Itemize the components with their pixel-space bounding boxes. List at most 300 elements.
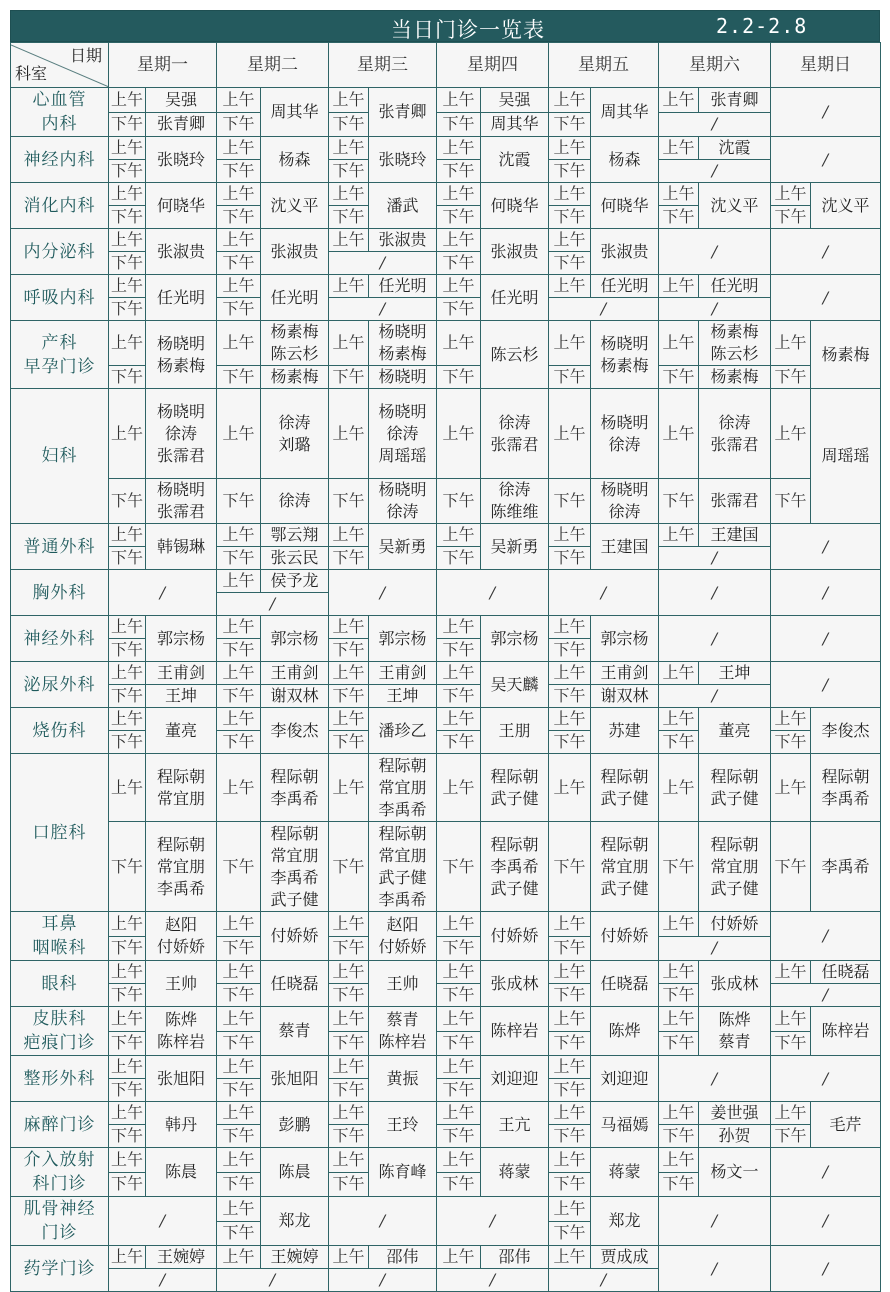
doctor-names: 任光明 [146,275,217,321]
am-label: 上午 [771,708,811,731]
no-clinic-mark: / [771,662,881,708]
no-clinic-mark: / [771,616,881,662]
am-doctor-names: 任光明 [369,275,437,298]
doctor-names: 张青卿 [369,88,437,137]
am-label: 上午 [329,1056,369,1079]
am-label: 上午 [329,88,369,113]
doctor-names: 张淑贵 [261,229,329,275]
no-clinic-mark: / [771,1148,881,1197]
am-label: 上午 [217,1007,261,1032]
pm-label: 下午 [659,822,699,912]
doctor-names: 何晓华 [591,183,659,229]
doctor-names: 张成林 [481,961,549,1007]
doctor-names: 韩锡琳 [146,524,217,570]
am-label: 上午 [437,616,481,639]
no-clinic-mark: / [771,88,881,137]
am-label: 上午 [329,1148,369,1173]
am-label: 上午 [109,708,146,731]
doctor-names: 张成林 [699,961,771,1007]
doctor-names: 何晓华 [481,183,549,229]
department-name: 麻醉门诊 [11,1102,109,1148]
am-label: 上午 [109,524,146,547]
department-name: 呼吸内科 [11,275,109,321]
pm-doctor-names: 杨晓明 徐涛 [369,479,437,524]
am-doctor-names: 张淑贵 [369,229,437,252]
table-row-am [11,229,881,252]
doctor-names: 王亢 [481,1102,549,1148]
am-label: 上午 [217,1246,261,1269]
pm-label: 下午 [109,160,146,183]
pm-label: 下午 [659,1031,699,1056]
am-label: 上午 [549,754,591,822]
no-clinic-mark: / [771,229,881,275]
am-label: 上午 [549,1148,591,1173]
pm-label: 下午 [109,547,146,570]
am-label: 上午 [549,389,591,479]
no-clinic-mark: / [659,112,771,137]
doctor-names: 郭宗杨 [261,616,329,662]
doctor-names: 吴新勇 [369,524,437,570]
am-label: 上午 [329,616,369,639]
pm-label: 下午 [329,1125,369,1148]
pm-label: 下午 [109,1125,146,1148]
doctor-names: 付娇娇 [481,912,549,961]
doctor-names: 彭鹏 [261,1102,329,1148]
am-doctor-names: 程际朝 李禹希 [261,754,329,822]
no-clinic-mark: / [109,1269,217,1292]
pm-doctor-names: 程际朝 常宜朋 李禹希 武子健 [261,822,329,912]
table-row-am [11,275,881,298]
am-label: 上午 [329,321,369,366]
pm-label: 下午 [329,547,369,570]
pm-label: 下午 [329,160,369,183]
department-name: 口腔科 [11,754,109,912]
am-label: 上午 [549,183,591,206]
no-clinic-mark: / [771,1246,881,1292]
am-doctor-names: 王甫剑 [261,662,329,685]
department-name: 耳鼻 咽喉科 [11,912,109,961]
pm-label: 下午 [109,479,146,524]
doctor-names: 黄振 [369,1056,437,1102]
am-label: 上午 [437,1148,481,1173]
pm-label: 下午 [217,547,261,570]
am-label: 上午 [217,570,261,593]
pm-label: 下午 [549,936,591,961]
doctor-names: 陈梓岩 [481,1007,549,1056]
pm-label: 下午 [217,366,261,389]
no-clinic-mark: / [437,1269,549,1292]
am-label: 上午 [771,321,811,366]
doctor-names: 张淑贵 [146,229,217,275]
am-label: 上午 [109,1007,146,1032]
pm-label: 下午 [659,984,699,1007]
pm-label: 下午 [659,731,699,754]
am-label: 上午 [109,616,146,639]
table-row-am [11,1148,881,1173]
no-clinic-mark: / [217,593,329,616]
am-label: 上午 [437,524,481,547]
am-label: 上午 [549,708,591,731]
am-label: 上午 [659,708,699,731]
am-doctor-names: 侯予龙 [261,570,329,593]
doctor-names: 刘迎迎 [591,1056,659,1102]
table-row-pm [11,822,881,912]
am-label: 上午 [329,961,369,984]
doctor-names: 韩丹 [146,1102,217,1148]
am-label: 上午 [109,88,146,113]
no-clinic-mark: / [659,936,771,961]
pm-label: 下午 [549,1172,591,1197]
am-label: 上午 [217,524,261,547]
doctor-names: 陈云杉 [481,321,549,389]
pm-label: 下午 [109,112,146,137]
am-doctor-names: 邵伟 [369,1246,437,1269]
am-label: 上午 [659,754,699,822]
doctor-names: 陈梓岩 [811,1007,881,1056]
doctor-names: 张淑贵 [481,229,549,275]
am-label: 上午 [771,1102,811,1125]
pm-doctor-names: 徐涛 陈维维 [481,479,549,524]
pm-label: 下午 [549,731,591,754]
pm-label: 下午 [329,112,369,137]
day-header: 星期四 [437,43,549,88]
pm-doctor-names: 杨素梅 [699,366,771,389]
pm-label: 下午 [549,685,591,708]
table-row-am [11,662,881,685]
am-doctor-names: 王甫剑 [591,662,659,685]
doctor-names: 吴新勇 [481,524,549,570]
pm-label: 下午 [217,731,261,754]
doctor-names: 杨素梅 [811,321,881,389]
am-label: 上午 [217,137,261,160]
am-label: 上午 [549,321,591,366]
pm-label: 下午 [329,731,369,754]
doctor-names: 沈霞 [481,137,549,183]
am-label: 上午 [437,321,481,366]
doctor-names: 蔡青 陈梓岩 [369,1007,437,1056]
pm-label: 下午 [437,366,481,389]
am-label: 上午 [217,321,261,366]
am-doctor-names: 任光明 [591,275,659,298]
department-name: 消化内科 [11,183,109,229]
pm-label: 下午 [437,822,481,912]
no-clinic-mark: / [329,298,437,321]
am-label: 上午 [217,616,261,639]
day-header: 星期三 [329,43,437,88]
pm-label: 下午 [549,1125,591,1148]
pm-doctor-names: 周其华 [481,112,549,137]
doctor-names: 吴天麟 [481,662,549,708]
pm-label: 下午 [437,1031,481,1056]
pm-label: 下午 [217,639,261,662]
am-label: 上午 [109,183,146,206]
pm-label: 下午 [217,160,261,183]
pm-label: 下午 [217,1221,261,1246]
am-doctor-names: 徐涛 张霈君 [699,389,771,479]
doctor-names: 蒋蒙 [481,1148,549,1197]
table-row-pm [11,112,881,137]
table-row-pm [11,366,881,389]
am-label: 上午 [659,912,699,937]
pm-label: 下午 [437,685,481,708]
doctor-names: 张晓玲 [146,137,217,183]
no-clinic-mark: / [549,570,659,616]
am-doctor-names: 沈霞 [699,137,771,160]
am-label: 上午 [217,183,261,206]
am-label: 上午 [437,275,481,298]
pm-label: 下午 [217,479,261,524]
pm-label: 下午 [437,936,481,961]
am-doctor-names: 徐涛 刘璐 [261,389,329,479]
am-doctor-names: 张青卿 [699,88,771,113]
am-label: 上午 [109,961,146,984]
am-doctor-names: 程际朝 常宜朋 李禹希 [369,754,437,822]
am-label: 上午 [549,1102,591,1125]
am-label: 上午 [437,183,481,206]
doctor-names: 杨晓明 杨素梅 [591,321,659,389]
pm-label: 下午 [437,112,481,137]
table-row-am [11,1102,881,1125]
no-clinic-mark: / [109,1197,217,1246]
am-label: 上午 [217,662,261,685]
no-clinic-mark: / [549,298,659,321]
am-doctor-names: 杨晓明 杨素梅 [369,321,437,366]
am-label: 上午 [217,229,261,252]
pm-label: 下午 [549,479,591,524]
am-label: 上午 [437,1102,481,1125]
am-label: 上午 [329,708,369,731]
pm-label: 下午 [109,639,146,662]
no-clinic-mark: / [771,912,881,961]
table-row-am [11,389,881,479]
table-row-pm [11,160,881,183]
am-label: 上午 [659,961,699,984]
day-header: 星期二 [217,43,329,88]
pm-label: 下午 [109,298,146,321]
pm-label: 下午 [217,1031,261,1056]
am-label: 上午 [659,662,699,685]
pm-label: 下午 [549,822,591,912]
pm-label: 下午 [437,1172,481,1197]
no-clinic-mark: / [771,524,881,570]
department-name: 内分泌科 [11,229,109,275]
day-header: 星期一 [109,43,217,88]
no-clinic-mark: / [659,229,771,275]
pm-label: 下午 [659,366,699,389]
department-name: 普通外科 [11,524,109,570]
doctor-names: 董亮 [699,708,771,754]
no-clinic-mark: / [329,252,437,275]
pm-label: 下午 [217,1172,261,1197]
am-label: 上午 [437,137,481,160]
am-doctor-names: 王甫剑 [146,662,217,685]
corner-header [11,43,109,88]
am-doctor-names: 姜世强 [699,1102,771,1125]
table-row-am [11,321,881,366]
doctor-names: 张晓玲 [369,137,437,183]
am-label: 上午 [659,321,699,366]
pm-doctor-names: 杨晓明 徐涛 [591,479,659,524]
pm-label: 下午 [217,112,261,137]
pm-label: 下午 [109,936,146,961]
department-name: 产科 早孕门诊 [11,321,109,389]
doctor-names: 蔡青 [261,1007,329,1056]
header-row [11,43,881,88]
am-doctor-names: 徐涛 张霈君 [481,389,549,479]
table-row-pm [11,479,881,524]
pm-doctor-names: 徐涛 [261,479,329,524]
pm-label: 下午 [549,547,591,570]
am-label: 上午 [437,1007,481,1032]
pm-label: 下午 [437,547,481,570]
doctor-names: 张旭阳 [261,1056,329,1102]
doctor-names: 潘武 [369,183,437,229]
no-clinic-mark: / [659,570,771,616]
pm-label: 下午 [109,1172,146,1197]
doctor-names: 付娇娇 [261,912,329,961]
day-header: 星期五 [549,43,659,88]
am-label: 上午 [659,524,699,547]
day-header: 星期六 [659,43,771,88]
doctor-names: 王建国 [591,524,659,570]
am-label: 上午 [549,1246,591,1269]
pm-label: 下午 [329,639,369,662]
am-label: 上午 [109,754,146,822]
no-clinic-mark: / [659,1056,771,1102]
pm-doctor-names: 王坤 [146,685,217,708]
am-label: 上午 [437,88,481,113]
am-label: 上午 [329,137,369,160]
pm-label: 下午 [549,1221,591,1246]
doctor-names: 周其华 [591,88,659,137]
table-row-am [11,1197,881,1222]
am-label: 上午 [437,961,481,984]
pm-label: 下午 [217,984,261,1007]
pm-doctor-names: 程际朝 常宜朋 武子健 [699,822,771,912]
am-label: 上午 [109,662,146,685]
am-label: 上午 [329,1246,369,1269]
department-name: 神经外科 [11,616,109,662]
pm-label: 下午 [217,1125,261,1148]
pm-doctor-names: 程际朝 常宜朋 武子健 李禹希 [369,822,437,912]
am-label: 上午 [217,275,261,298]
am-doctor-names: 程际朝 武子健 [699,754,771,822]
pm-label: 下午 [109,984,146,1007]
am-label: 上午 [549,275,591,298]
doctor-names: 周瑶瑶 [811,389,881,524]
doctor-names: 任光明 [261,275,329,321]
no-clinic-mark: / [659,547,771,570]
am-doctor-names: 杨素梅 陈云杉 [699,321,771,366]
doctor-names: 任晓磊 [591,961,659,1007]
no-clinic-mark: / [659,160,771,183]
department-name: 神经内科 [11,137,109,183]
department-name: 药学门诊 [11,1246,109,1292]
corner-date-label: 日期 [69,46,102,65]
pm-label: 下午 [329,984,369,1007]
doctor-names: 张淑贵 [591,229,659,275]
am-label: 上午 [217,961,261,984]
am-label: 上午 [437,1056,481,1079]
pm-label: 下午 [437,252,481,275]
pm-label: 下午 [329,936,369,961]
table-row-am [11,524,881,547]
pm-label: 下午 [771,479,811,524]
department-name: 胸外科 [11,570,109,616]
pm-label: 下午 [217,685,261,708]
date-range: 2.2-2.8 [716,14,808,38]
pm-label: 下午 [437,298,481,321]
pm-label: 下午 [437,1079,481,1102]
title-bar [10,10,880,42]
table-row-am [11,1056,881,1079]
am-doctor-names: 邵伟 [481,1246,549,1269]
am-label: 上午 [109,275,146,298]
pm-label: 下午 [437,639,481,662]
am-label: 上午 [549,616,591,639]
department-name: 皮肤科 疤痕门诊 [11,1007,109,1056]
pm-label: 下午 [549,252,591,275]
pm-label: 下午 [659,1172,699,1197]
pm-label: 下午 [329,685,369,708]
pm-label: 下午 [329,1031,369,1056]
corner-dept-label: 科室 [15,64,48,83]
am-label: 上午 [549,137,591,160]
doctor-names: 陈烨 陈梓岩 [146,1007,217,1056]
pm-doctor-names: 谢双林 [261,685,329,708]
doctor-names: 张旭阳 [146,1056,217,1102]
am-label: 上午 [549,229,591,252]
doctor-names: 李俊杰 [261,708,329,754]
am-label: 上午 [771,1007,811,1032]
pm-label: 下午 [437,479,481,524]
am-doctor-names: 程际朝 武子健 [481,754,549,822]
pm-doctor-names: 杨晓明 张霈君 [146,479,217,524]
am-doctor-names: 贾成成 [591,1246,659,1269]
no-clinic-mark: / [437,1197,549,1246]
department-name: 肌骨神经 门诊 [11,1197,109,1246]
pm-label: 下午 [771,731,811,754]
am-label: 上午 [659,1102,699,1125]
no-clinic-mark: / [771,1197,881,1246]
no-clinic-mark: / [771,275,881,321]
no-clinic-mark: / [437,570,549,616]
pm-doctor-names: 杨晓明 [369,366,437,389]
am-label: 上午 [109,1102,146,1125]
am-label: 上午 [109,1148,146,1173]
no-clinic-mark: / [771,570,881,616]
pm-label: 下午 [549,160,591,183]
am-doctor-names: 吴强 [481,88,549,113]
doctor-names: 沈义平 [811,183,881,229]
table-row-pm [11,936,881,961]
pm-label: 下午 [437,731,481,754]
pm-label: 下午 [109,731,146,754]
am-doctor-names: 杨晓明 徐涛 [591,389,659,479]
am-doctor-names: 王婉婷 [146,1246,217,1269]
am-doctor-names: 程际朝 李禹希 [811,754,881,822]
am-label: 上午 [217,88,261,113]
pm-label: 下午 [109,252,146,275]
am-doctor-names: 鄂云翔 [261,524,329,547]
am-doctor-names: 王建国 [699,524,771,547]
table-row-pm [11,1125,881,1148]
am-label: 上午 [437,662,481,685]
doctor-names: 王帅 [369,961,437,1007]
pm-label: 下午 [329,1172,369,1197]
clinic-schedule-table [10,42,881,1292]
am-label: 上午 [217,1148,261,1173]
